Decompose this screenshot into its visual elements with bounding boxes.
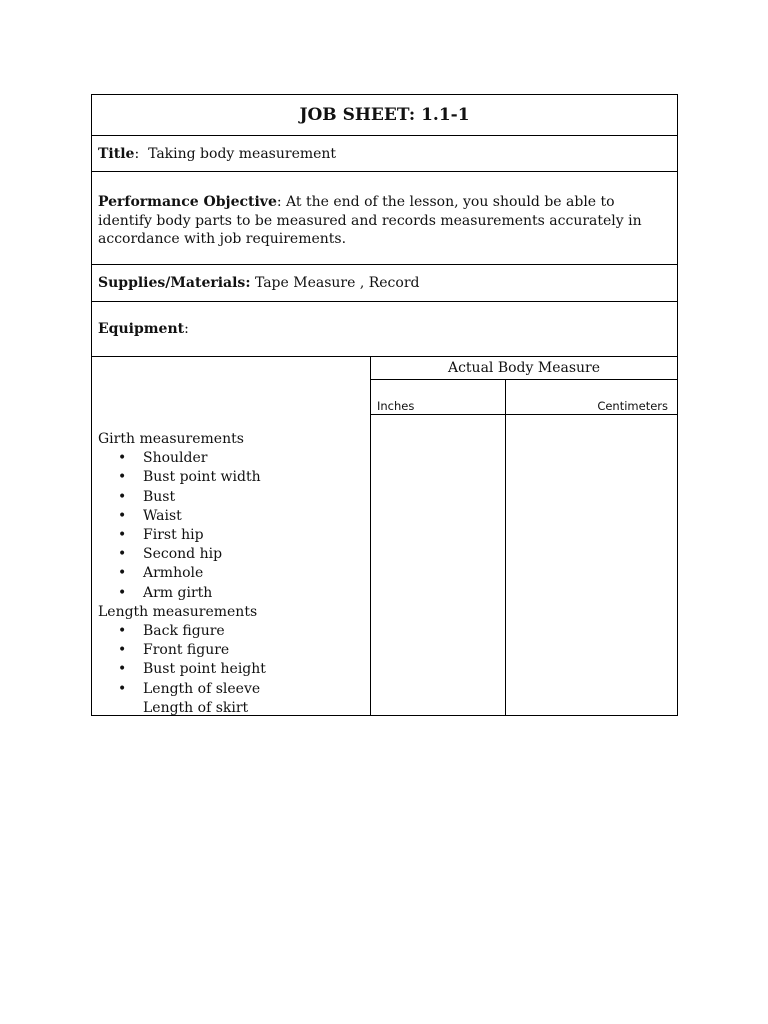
list-item: • First hip xyxy=(98,526,370,545)
job-sheet-title: JOB SHEET: 1.1-1 xyxy=(92,95,677,136)
objective-text: At the end of the lesson, you should be able to identify body parts to be measured and records measurements accurately in accordance with job requirements. xyxy=(98,194,642,247)
supplies-value: Tape Measure , Record xyxy=(254,275,420,291)
centimeters-header: Centimeters xyxy=(597,399,668,413)
equipment-label: Equipment xyxy=(98,321,185,337)
list-item: • Arm girth xyxy=(98,584,370,603)
length-list xyxy=(98,622,370,718)
list-item: • Bust point width xyxy=(98,468,370,487)
girth-list xyxy=(98,449,370,603)
actual-body-measure-header: Actual Body Measure xyxy=(371,357,677,380)
title-row: Title : Taking body measurement xyxy=(92,136,677,172)
list-item: • Second hip xyxy=(98,545,370,564)
list-item: • Length of sleeve xyxy=(98,680,370,699)
centimeters-entry-cell[interactable] xyxy=(506,415,677,715)
title-value: Taking body measurement xyxy=(148,145,337,162)
list-item: • Waist xyxy=(98,507,370,526)
actual-measure-columns xyxy=(371,357,677,715)
supplies-label: Supplies/Materials: xyxy=(98,275,251,291)
title-label: Title xyxy=(98,145,135,162)
unit-header-row xyxy=(371,380,677,415)
girth-heading: Girth measurements xyxy=(98,431,244,447)
performance-objective: Performance Objective: At the end of the lesson, you should be able to identify body parts to be measured and records measurements accurately in accordance with job requirements. xyxy=(92,172,677,265)
list-item: Length of skirt xyxy=(143,699,249,716)
inches-entry-cell[interactable] xyxy=(371,415,506,715)
list-item: • Armhole xyxy=(98,564,370,583)
list-item: • Back figure xyxy=(98,622,370,641)
supplies-row xyxy=(92,265,677,302)
equipment-row: Equipment : xyxy=(92,302,677,357)
list-item: • Bust xyxy=(98,488,370,507)
list-item: • Front figure xyxy=(98,641,370,660)
list-item: • Shoulder xyxy=(98,449,370,468)
measurement-entry-area xyxy=(371,415,677,715)
job-sheet xyxy=(91,94,678,716)
list-item: • Bust point height xyxy=(98,660,370,679)
measurement-table xyxy=(92,357,677,715)
objective-label: Performance Objective xyxy=(98,194,277,210)
measurement-list xyxy=(92,357,371,715)
length-heading: Length measurements xyxy=(98,603,258,620)
inches-header: Inches xyxy=(371,380,506,414)
